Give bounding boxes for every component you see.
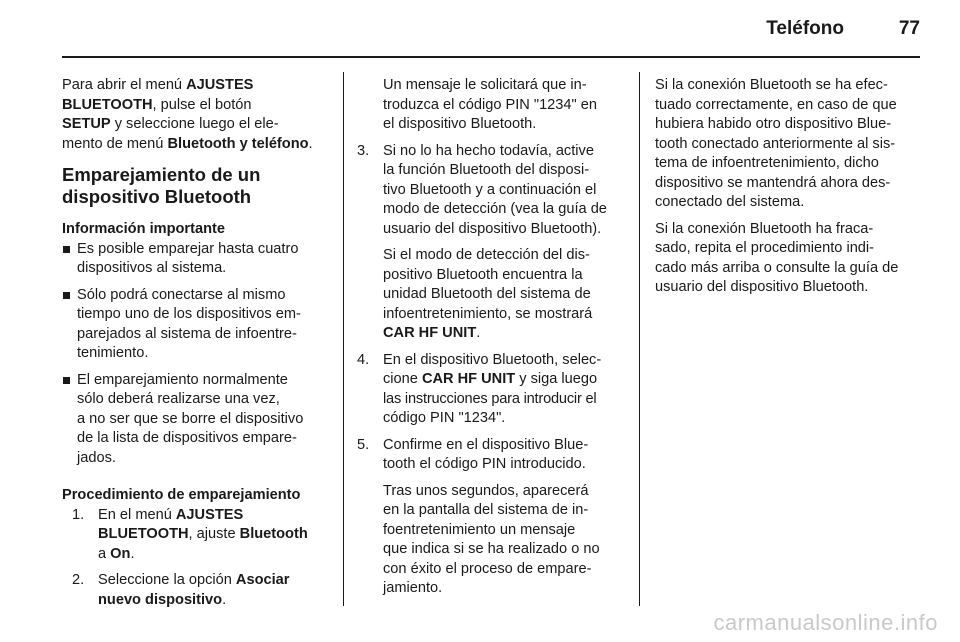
- procedure-subheading: Procedimiento de emparejamiento: [62, 487, 301, 503]
- intro-text: Para abrir el menú: [62, 77, 187, 93]
- intro-paragraph: [62, 76, 330, 154]
- intro-text: .: [308, 135, 313, 152]
- page-number: 77: [898, 18, 920, 39]
- bullet-item: Sólo podrá conectarse al mismo tiempo uno de los dispositivos em- parejados al sistema de infoentre- tenimiento.: [62, 286, 330, 364]
- step-continuation: Si el modo de detección del dis- positivo Bluetooth encuentra la unidad Bluetooth del sistema de infoentretenimiento, se mostrará CAR HF UNIT.: [383, 247, 593, 341]
- section-heading: Emparejamiento de un dispositivo Bluetooth: [62, 164, 261, 207]
- numbered-step: 3. Si no lo ha hecho todavía, active la función Bluetooth del disposi- tivo Bluetooth y a continuación el modo de detección (vea la guía de usuario del dispositivo Bluetooth).: [357, 142, 607, 237]
- numbered-step: 1. En el menú AJUSTES BLUETOOTH, ajuste Bluetooth a On.: [72, 506, 308, 562]
- step-continuation: Tras unos segundos, aparecerá en la pantalla del sistema de in- foentretenimiento un mensaje que indica si se ha realizado o no con éxito el proceso de empare- jamiento.: [383, 482, 600, 596]
- paragraph: Si la conexión Bluetooth se ha efec- tuado correctamente, en caso de que hubiera habido otro dispositivo Blue- tooth conectado anteriormente al sis- tema de infoentretenimiento, dicho dispositivo se mantendrá ahora des- conectado del sistema.: [655, 77, 897, 210]
- column-2: [357, 76, 623, 606]
- menu-item-name: Bluetooth y teléfono: [167, 135, 309, 152]
- column-divider-2: [639, 72, 640, 606]
- info-subheading: Información importante: [62, 221, 225, 237]
- menu-name: BLUETOOTH: [62, 96, 153, 113]
- page-title: Teléfono: [766, 18, 844, 39]
- intro-text: y seleccione luego el ele-: [110, 116, 279, 132]
- column-divider-1: [343, 72, 344, 606]
- numbered-step: 4. En el dispositivo Bluetooth, selec- cione CAR HF UNIT y siga luego las instrucciones para introducir el código PIN "1234".: [357, 351, 602, 426]
- column-1: [62, 76, 330, 617]
- bullet-item: Es posible emparejar hasta cuatro dispositivos al sistema.: [62, 240, 330, 279]
- step-number: 2.: [72, 572, 85, 588]
- intro-text: , pulse el botón: [152, 96, 252, 113]
- menu-name: AJUSTES: [186, 77, 254, 93]
- paragraph: Si la conexión Bluetooth ha fraca- sado, repita el procedimiento indi- cado más arriba o consulte la guía de usuario del dispositivo Bluetooth.: [655, 220, 899, 295]
- header-divider: [62, 56, 920, 58]
- step-number: 3.: [357, 142, 370, 159]
- step-number: 1.: [72, 506, 85, 523]
- watermark: carmanualsonline.info: [713, 610, 938, 635]
- step-number: 4.: [357, 351, 370, 368]
- button-name: SETUP: [62, 116, 111, 132]
- step-number: 5.: [357, 436, 370, 453]
- step-continuation: Un mensaje le solicitará que in- troduzca el código PIN "1234" en el dispositivo Bluetooth.: [383, 77, 597, 132]
- numbered-step: 2. Seleccione la opción Asociar nuevo dispositivo.: [72, 572, 290, 608]
- bullet-item: El emparejamiento normalmente sólo deberá realizarse una vez, a no ser que se borre el dispositivo de la lista de dispositivos empare- jados.: [62, 371, 330, 469]
- numbered-step: 5. Confirme en el dispositivo Blue- tooth el código PIN introducido.: [357, 436, 589, 472]
- column-3: [655, 76, 923, 305]
- intro-text: mento de menú: [62, 135, 168, 152]
